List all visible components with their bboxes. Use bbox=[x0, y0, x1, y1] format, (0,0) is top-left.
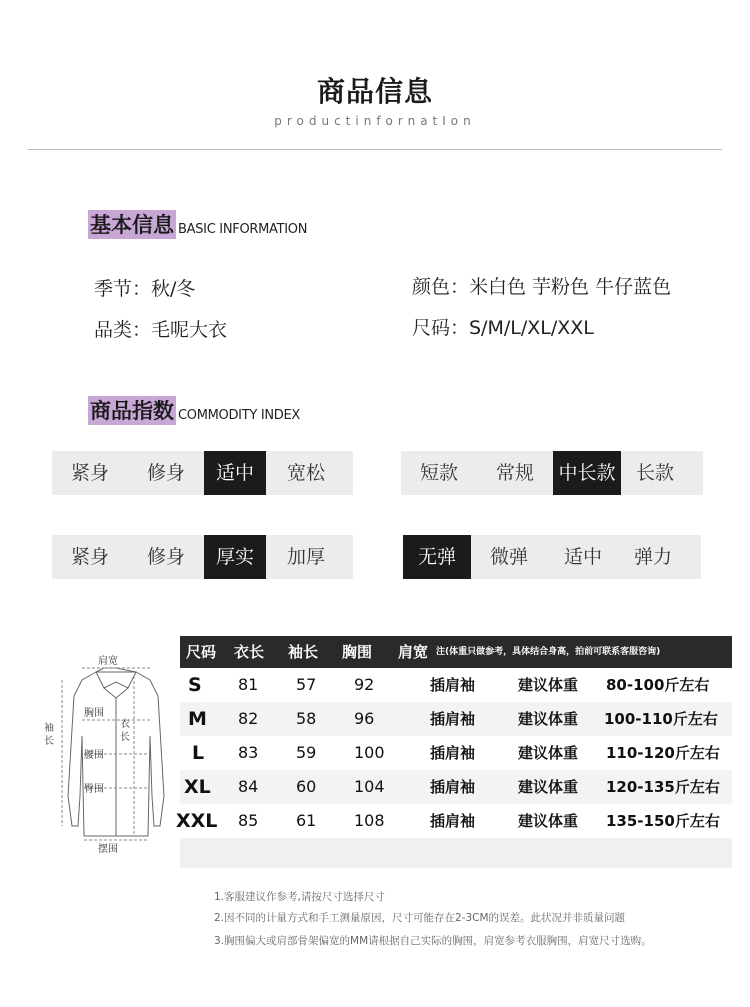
size-cell: XL bbox=[184, 776, 211, 798]
weight-cell: 100-110斤左右 bbox=[604, 710, 718, 728]
table-row bbox=[180, 770, 732, 804]
length-scale bbox=[401, 451, 703, 495]
header-note: 注(体重只做参考，具体结合身高，拍前可联系客服咨询) bbox=[436, 647, 661, 657]
weight-label-cell: 建议体重 bbox=[518, 812, 579, 830]
table-row bbox=[180, 702, 732, 736]
weight-label-cell: 建议体重 bbox=[518, 676, 579, 694]
page-subtitle: productinfornatIon bbox=[274, 114, 476, 128]
weight-label-cell: 建议体重 bbox=[518, 744, 579, 762]
section-title-en: COMMODITY INDEX bbox=[178, 408, 301, 423]
note-line: 3.胸围偏大或肩部骨架偏宽的MM请根据自己实际的胸围，肩宽参考衣服胸围，肩宽尺寸选购。 bbox=[214, 935, 652, 947]
section-title-zh: 基本信息 bbox=[88, 210, 176, 239]
season-info: 季节：秋/冬 bbox=[94, 278, 196, 300]
weight-label-cell: 建议体重 bbox=[518, 778, 579, 796]
elasticity-option: 适中 bbox=[563, 546, 602, 568]
section-title-zh: 商品指数 bbox=[88, 396, 176, 425]
hem-label: 摆围 bbox=[98, 844, 118, 855]
weight-cell: 80-100斤左右 bbox=[606, 676, 710, 694]
hip-label: 臀围 bbox=[84, 784, 104, 795]
divider bbox=[28, 149, 722, 150]
fit-scale bbox=[52, 451, 353, 495]
chest-cell: 92 bbox=[354, 675, 375, 694]
coat-sketch-icon bbox=[38, 636, 174, 862]
size-cell: L bbox=[192, 742, 205, 764]
section-title-en: BASIC INFORMATION bbox=[178, 222, 308, 237]
weight-label-cell: 建议体重 bbox=[518, 710, 579, 728]
length-cell: 82 bbox=[238, 709, 259, 728]
fit-option: 修身 bbox=[146, 462, 185, 484]
length-cell: 85 bbox=[238, 811, 259, 830]
sleeve-cell: 60 bbox=[296, 777, 317, 796]
elasticity-option: 微弹 bbox=[489, 546, 528, 568]
thickness-option: 紧身 bbox=[70, 546, 109, 568]
elasticity-option-selected: 无弹 bbox=[403, 535, 471, 579]
elasticity-option: 弹力 bbox=[633, 546, 672, 568]
length-label: 衣长 bbox=[120, 719, 130, 743]
color-info: 颜色：米白色 芋粉色 牛仔蓝色 bbox=[412, 276, 672, 298]
size-table bbox=[176, 636, 732, 868]
header-chest: 胸围 bbox=[342, 643, 373, 661]
category-info: 品类：毛呢大衣 bbox=[94, 319, 228, 341]
sleeve-cell: 61 bbox=[296, 811, 317, 830]
elasticity-scale bbox=[403, 535, 701, 579]
waist-label: 腰围 bbox=[84, 750, 104, 761]
note-line: 2.因不同的计量方式和手工测量原因，尺寸可能存在2-3CM的误差。此状况并非质量问题 bbox=[214, 912, 626, 924]
basic-info-heading bbox=[88, 210, 307, 239]
commodity-index-heading bbox=[88, 396, 300, 425]
size-info: 尺码：S/M/L/XL/XXL bbox=[412, 317, 594, 339]
shoulder-cell: 插肩袖 bbox=[430, 710, 476, 728]
sleeve-cell: 59 bbox=[296, 743, 317, 762]
sleeve-cell: 58 bbox=[296, 709, 317, 728]
shoulder-label: 肩宽 bbox=[98, 656, 118, 667]
length-cell: 81 bbox=[238, 675, 259, 694]
length-cell: 84 bbox=[238, 777, 259, 796]
length-option: 短款 bbox=[419, 462, 458, 484]
header-length: 衣长 bbox=[234, 643, 265, 661]
chest-cell: 96 bbox=[354, 709, 375, 728]
table-footer bbox=[180, 838, 732, 868]
header-sleeve: 袖长 bbox=[288, 643, 319, 661]
thickness-option: 修身 bbox=[146, 546, 185, 568]
length-option: 长款 bbox=[635, 462, 674, 484]
table-row bbox=[176, 804, 732, 838]
size-cell: XXL bbox=[176, 810, 218, 832]
coat-measurement-diagram bbox=[38, 636, 174, 862]
chest-cell: 108 bbox=[354, 811, 385, 830]
weight-cell: 110-120斤左右 bbox=[606, 744, 720, 762]
size-cell: S bbox=[188, 674, 202, 696]
header-size: 尺码 bbox=[186, 643, 217, 661]
shoulder-cell: 插肩袖 bbox=[430, 676, 476, 694]
weight-cell: 135-150斤左右 bbox=[606, 812, 720, 830]
table-row bbox=[180, 736, 732, 770]
weight-cell: 120-135斤左右 bbox=[606, 778, 720, 796]
chest-cell: 100 bbox=[354, 743, 385, 762]
thickness-option: 加厚 bbox=[286, 546, 325, 568]
table-row bbox=[180, 668, 732, 702]
header-shoulder: 肩宽 bbox=[398, 643, 429, 661]
shoulder-cell: 插肩袖 bbox=[430, 744, 476, 762]
thickness-scale bbox=[52, 535, 353, 579]
page-title: 商品信息 bbox=[316, 75, 433, 108]
thickness-option-selected: 厚实 bbox=[204, 535, 266, 579]
chest-cell: 104 bbox=[354, 777, 385, 796]
chest-label: 胸围 bbox=[84, 708, 104, 719]
note-line: 1.客服建议作参考,请按尺寸选择尺寸 bbox=[214, 891, 385, 903]
shoulder-cell: 插肩袖 bbox=[430, 778, 476, 796]
sleeve-cell: 57 bbox=[296, 675, 317, 694]
table-header bbox=[180, 636, 732, 668]
fit-option: 宽松 bbox=[286, 462, 325, 484]
length-option-selected: 中长款 bbox=[553, 451, 621, 495]
fit-option: 紧身 bbox=[70, 462, 109, 484]
sleeve-label: 袖长 bbox=[44, 723, 54, 747]
shoulder-cell: 插肩袖 bbox=[430, 812, 476, 830]
length-option: 常规 bbox=[495, 462, 534, 484]
size-cell: M bbox=[188, 708, 207, 730]
fit-option-selected: 适中 bbox=[204, 451, 266, 495]
length-cell: 83 bbox=[238, 743, 259, 762]
